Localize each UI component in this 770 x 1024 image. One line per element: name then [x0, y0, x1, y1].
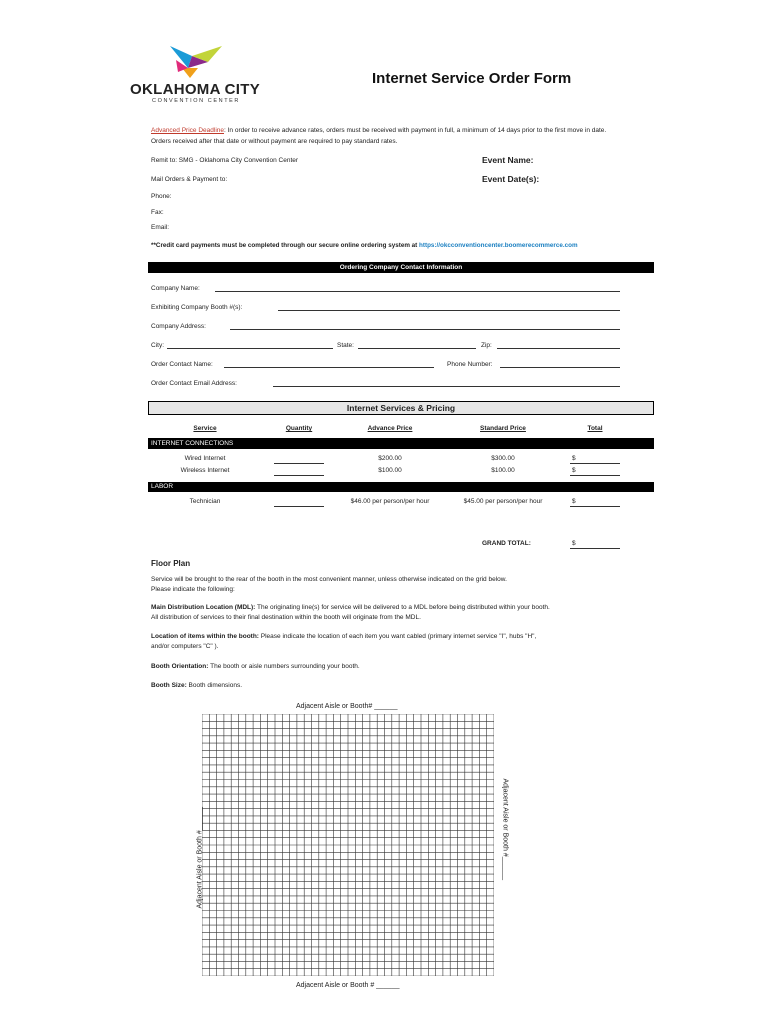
logo — [130, 38, 260, 103]
deadline-label: Advanced Price Deadline — [151, 127, 224, 134]
location-label: Location of items within the booth: — [151, 633, 259, 640]
logo-name: OKLAHOMA CITY — [130, 81, 261, 98]
grand-total-value: $ — [572, 540, 576, 547]
phone-label: Phone: — [151, 193, 172, 200]
mdl-text: The originating line(s) for service will be delivered to a MDL before being distributed within your booth. — [255, 604, 550, 611]
standard-wired: $300.00 — [491, 455, 515, 462]
credit-card-text: **Credit card payments must be completed through our secure online ordering system at — [151, 242, 418, 249]
total-technician: $ — [572, 498, 576, 505]
state-field[interactable] — [358, 348, 476, 349]
deadline-notice — [151, 125, 651, 147]
grand-total-field[interactable] — [570, 548, 620, 549]
mdl-label: Main Distribution Location (MDL): — [151, 604, 256, 611]
section-labor: LABOR — [148, 482, 654, 492]
standard-technician: $45.00 per person/per hour — [463, 498, 543, 505]
total-wireless: $ — [572, 467, 576, 474]
advance-technician: $46.00 per person/per hour — [350, 498, 430, 505]
location-paragraph — [151, 632, 536, 652]
booth-size-paragraph — [151, 682, 242, 689]
deadline-text: : In order to receive advance rates, orders must be received with payment in full, a minimum of 14 days prior to the first move in date. — [224, 127, 607, 134]
logo-mark-icon — [130, 38, 260, 83]
city-label: City: — [151, 342, 164, 349]
total-technician-field[interactable] — [570, 506, 620, 507]
address-field[interactable] — [230, 329, 620, 330]
booth-label: Exhibiting Company Booth #(s): — [151, 304, 243, 311]
booth-size-label: Booth Size: — [151, 682, 187, 689]
floor-plan-intro-2: Please indicate the following: — [151, 586, 235, 593]
advance-wired: $200.00 — [378, 455, 402, 462]
service-wired: Wired Internet — [184, 455, 226, 462]
event-name-label: Event Name: — [482, 155, 534, 165]
online-ordering-link[interactable]: https://okcconventioncenter.boomerecommerce.com — [419, 242, 578, 249]
phone-number-field[interactable] — [500, 367, 620, 368]
qty-wireless-field[interactable] — [274, 475, 324, 476]
advance-wireless: $100.00 — [378, 467, 402, 474]
booth-grid[interactable] — [202, 714, 494, 976]
order-contact-label: Order Contact Name: — [151, 361, 213, 368]
grid-top-label: Adjacent Aisle or Booth# ______ — [296, 703, 398, 710]
pricing-section-header: Internet Services & Pricing — [148, 401, 654, 415]
grid-bottom-label: Adjacent Aisle or Booth # ______ — [296, 982, 400, 989]
qty-technician-field[interactable] — [274, 506, 324, 507]
address-label: Company Address: — [151, 323, 206, 330]
booth-field[interactable] — [278, 310, 620, 311]
grid-left-label: Adjacent Aisle or Booth #______ — [196, 806, 204, 909]
floor-plan-intro-1: Service will be brought to the rear of the booth in the most convenient manner, unless otherwise indicated on the grid below. — [151, 576, 507, 583]
remit-to: Remit to: SMG - Oklahoma City Convention Center — [151, 157, 299, 164]
mail-orders-label: Mail Orders & Payment to: — [151, 176, 228, 183]
fax-label: Fax: — [151, 209, 164, 216]
floor-plan-title: Floor Plan — [151, 559, 191, 568]
phone-number-label: Phone Number: — [447, 361, 493, 368]
grid-right-label: Adjacent Aisle or Booth #______ — [501, 778, 509, 881]
deadline-text-2: Orders received after that date or without payment are required to pay standard rates. — [151, 138, 398, 145]
col-total: Total — [587, 425, 603, 432]
email-label: Email: — [151, 224, 170, 231]
zip-field[interactable] — [497, 348, 620, 349]
standard-wireless: $100.00 — [491, 467, 515, 474]
total-wireless-field[interactable] — [570, 475, 620, 476]
contact-email-field[interactable] — [273, 386, 620, 387]
booth-size-text: Booth dimensions. — [186, 682, 243, 689]
page-title: Internet Service Order Form — [372, 70, 572, 87]
col-service: Service — [193, 425, 217, 432]
contact-email-label: Order Contact Email Address: — [151, 380, 237, 387]
logo-subtitle: CONVENTION CENTER — [152, 98, 241, 104]
event-dates-label: Event Date(s): — [482, 174, 540, 184]
service-wireless: Wireless Internet — [180, 467, 230, 474]
section-internet-connections: INTERNET CONNECTIONS — [148, 438, 654, 449]
contact-section-header: Ordering Company Contact Information — [148, 262, 654, 273]
total-wired-field[interactable] — [570, 463, 620, 464]
orientation-paragraph — [151, 663, 360, 670]
orientation-text: The booth or aisle numbers surrounding your booth. — [208, 663, 360, 670]
mdl-paragraph — [151, 603, 550, 623]
order-contact-field[interactable] — [224, 367, 434, 368]
service-technician: Technician — [189, 498, 221, 505]
col-advance-price: Advance Price — [367, 425, 413, 432]
mdl-text-2: All distribution of services to their final destination within the booth will originate from the MDL. — [151, 614, 421, 621]
zip-label: Zip: — [481, 342, 492, 349]
location-text: Please indicate the location of each item you want cabled (primary internet service "I", hubs "H", — [258, 633, 537, 640]
location-text-2: and/or computers "C" ). — [151, 643, 219, 650]
city-field[interactable] — [167, 348, 333, 349]
col-quantity: Quantity — [285, 425, 313, 432]
company-name-label: Company Name: — [151, 285, 200, 292]
qty-wired-field[interactable] — [274, 463, 324, 464]
grand-total-label: GRAND TOTAL: — [482, 540, 531, 547]
credit-card-note — [151, 242, 578, 249]
company-name-field[interactable] — [215, 291, 620, 292]
total-wired: $ — [572, 455, 576, 462]
col-standard-price: Standard Price — [480, 425, 526, 432]
floor-plan-intro — [151, 575, 507, 595]
state-label: State: — [337, 342, 354, 349]
orientation-label: Booth Orientation: — [151, 663, 209, 670]
